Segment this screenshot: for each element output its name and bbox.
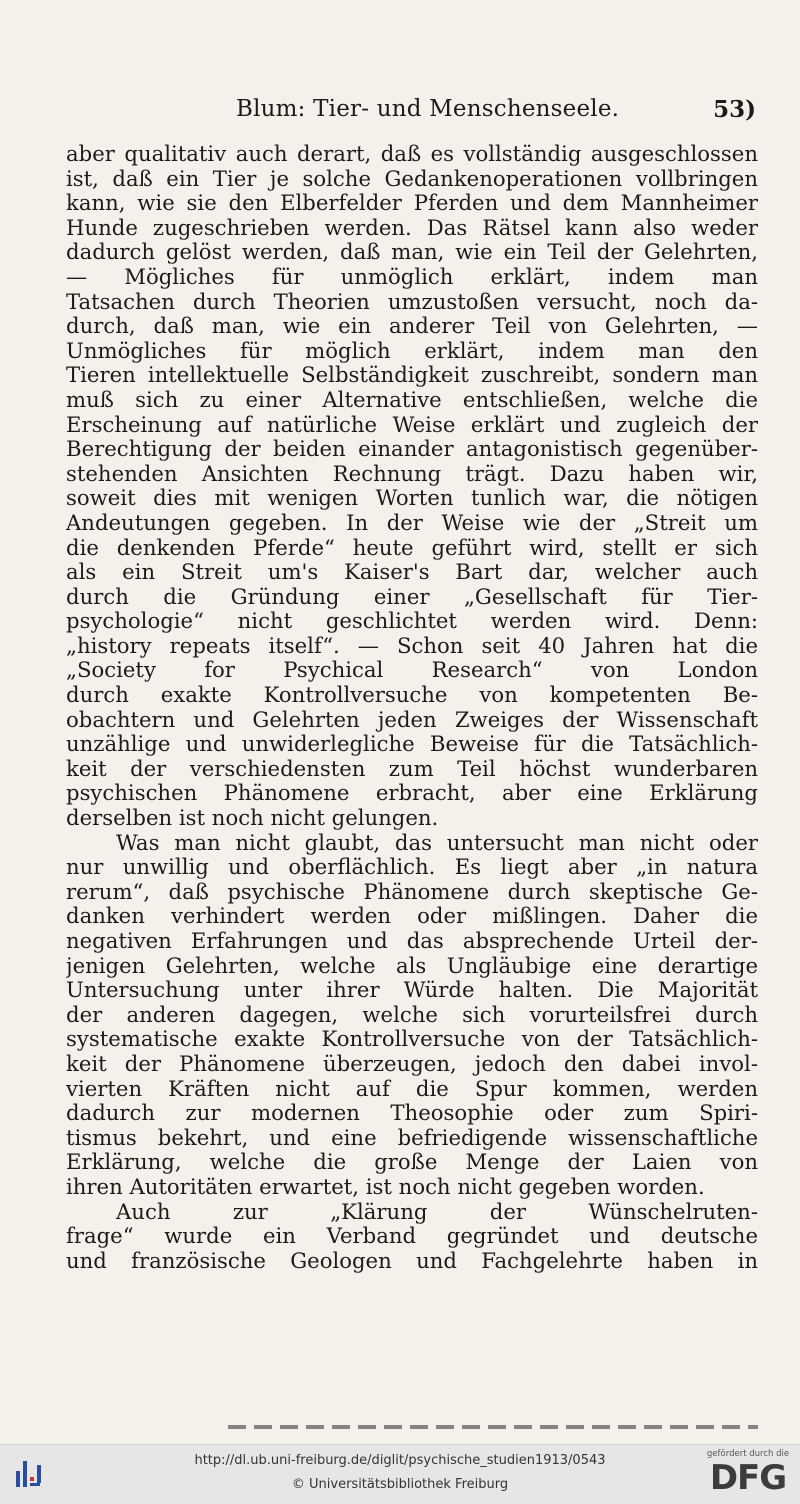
text-line: tismus bekehrt, und eine befriedigende wissenschaftliche xyxy=(66,1125,758,1150)
text-line: der anderen dagegen, welche sich vorurteilsfrei durch xyxy=(66,1002,758,1027)
text-line: Unmögliches für möglich erklärt, indem man den xyxy=(66,338,758,363)
text-line: rerum“, daß psychische Phänomene durch skeptische Ge- xyxy=(66,879,758,904)
text-line: keit der Phänomene überzeugen, jedoch den dabei invol- xyxy=(66,1051,758,1076)
text-line: aber qualitativ auch derart, daß es vollständig ausgeschlossen xyxy=(66,142,758,166)
text-line: Andeutungen gegeben. In der Weise wie der „Streit um xyxy=(66,510,758,535)
text-line: systematische exakte Kontrollversuche von der Tatsächlich- xyxy=(66,1027,758,1052)
text-line: nur unwillig und oberflächlich. Es liegt aber „in natura xyxy=(66,855,758,880)
copyright-notice: © Universitätsbibliothek Freiburg xyxy=(291,1477,509,1492)
text-line: kann, wie sie den Elberfelder Pferden und dem Mannheimer xyxy=(66,191,758,216)
text-line: vierten Kräften nicht auf die Spur kommen, werden xyxy=(66,1076,758,1101)
text-line: unzählige und unwiderlegliche Beweise für die Tatsächlich- xyxy=(66,732,758,757)
text-line: muß sich zu einer Alternative entschließen, welche die xyxy=(66,387,758,412)
text-line: ihren Autoritäten erwartet, ist noch nicht gegeben worden. xyxy=(66,1174,705,1199)
running-header xyxy=(66,96,756,130)
body-text xyxy=(66,142,758,1273)
text-line: Was man nicht glaubt, das untersucht man nicht oder xyxy=(116,830,758,855)
page-number: 53) xyxy=(713,96,756,123)
dfg-logo xyxy=(706,1449,790,1497)
bottom-scan-rule xyxy=(228,1425,758,1429)
text-line: psychischen Phänomene erbracht, aber eine Erklärung xyxy=(66,781,758,806)
text-line: Auch zur „Klärung der Wünschelruten- xyxy=(116,1199,758,1224)
permalink-url[interactable]: http://dl.ub.uni-freiburg.de/diglit/psychische_studien1913/0543 xyxy=(194,1453,606,1468)
running-title: Blum: Tier- und Menschenseele. xyxy=(236,96,620,122)
text-line: obachtern und Gelehrten jeden Zweiges der Wissenschaft xyxy=(66,707,758,732)
text-line: negativen Erfahrungen und das absprechende Urteil der- xyxy=(66,929,758,953)
text-line: dadurch zur modernen Theosophie oder zum Spiri- xyxy=(66,1101,758,1126)
text-line: psychologie“ nicht geschlichtet werden wird. Denn: xyxy=(66,609,758,634)
text-line: „history repeats itself“. — Schon seit 40 Jahren hat die xyxy=(66,633,758,658)
text-line: — Mögliches für unmöglich erklärt, indem man xyxy=(66,264,758,289)
text-line: Erklärung, welche die große Menge der Laien von xyxy=(66,1150,758,1175)
text-line: Erscheinung auf natürliche Weise erklärt und zugleich der xyxy=(66,412,758,437)
text-line: derselben ist noch nicht gelungen. xyxy=(66,806,439,831)
text-line: frage“ wurde ein Verband gegründet und deutsche xyxy=(66,1224,758,1249)
text-line: dadurch gelöst werden, daß man, wie ein Teil der Gelehrten, xyxy=(66,240,758,265)
funding-note: gefördert durch die xyxy=(706,1449,790,1459)
text-line: danken verhindert werden oder mißlingen. Daher die xyxy=(66,904,758,929)
text-line: durch exakte Kontrollversuche von kompetenten Be- xyxy=(66,683,758,708)
viewer-footer xyxy=(0,1444,800,1504)
text-line: jenigen Gelehrten, welche als Ungläubige eine derartige xyxy=(66,953,758,978)
text-line: die denkenden Pferde“ heute geführt wird, stellt er sich xyxy=(66,535,758,560)
text-line: stehenden Ansichten Rechnung trägt. Dazu haben wir, xyxy=(66,461,758,486)
text-line: Hunde zugeschrieben werden. Das Rätsel kann also weder xyxy=(66,215,758,240)
text-line: durch die Gründung einer „Gesellschaft für Tier- xyxy=(66,584,758,609)
text-line: Untersuchung unter ihrer Würde halten. Die Majorität xyxy=(66,978,758,1003)
text-line: durch, daß man, wie ein anderer Teil von Gelehrten, — xyxy=(66,314,758,339)
text-line: keit der verschiedensten zum Teil höchst wunderbaren xyxy=(66,756,758,781)
text-line: soweit dies mit wenigen Worten tunlich war, die nötigen xyxy=(66,486,758,511)
text-line: als ein Streit um's Kaiser's Bart dar, welcher auch xyxy=(66,560,758,585)
text-line: „Society for Psychical Research“ von London xyxy=(66,658,758,683)
text-line: und französische Geologen und Fachgelehrte haben in xyxy=(66,1248,758,1273)
text-line: ist, daß ein Tier je solche Gedankenoperationen vollbringen xyxy=(66,166,758,191)
text-line: Berechtigung der beiden einander antagonistisch gegenüber- xyxy=(66,437,758,462)
text-line: Tieren intellektuelle Selbständigkeit zuschreibt, sondern man xyxy=(66,363,758,388)
dfg-wordmark: DFG xyxy=(709,1458,787,1498)
text-line: Tatsachen durch Theorien umzustoßen versucht, noch da- xyxy=(66,289,758,314)
